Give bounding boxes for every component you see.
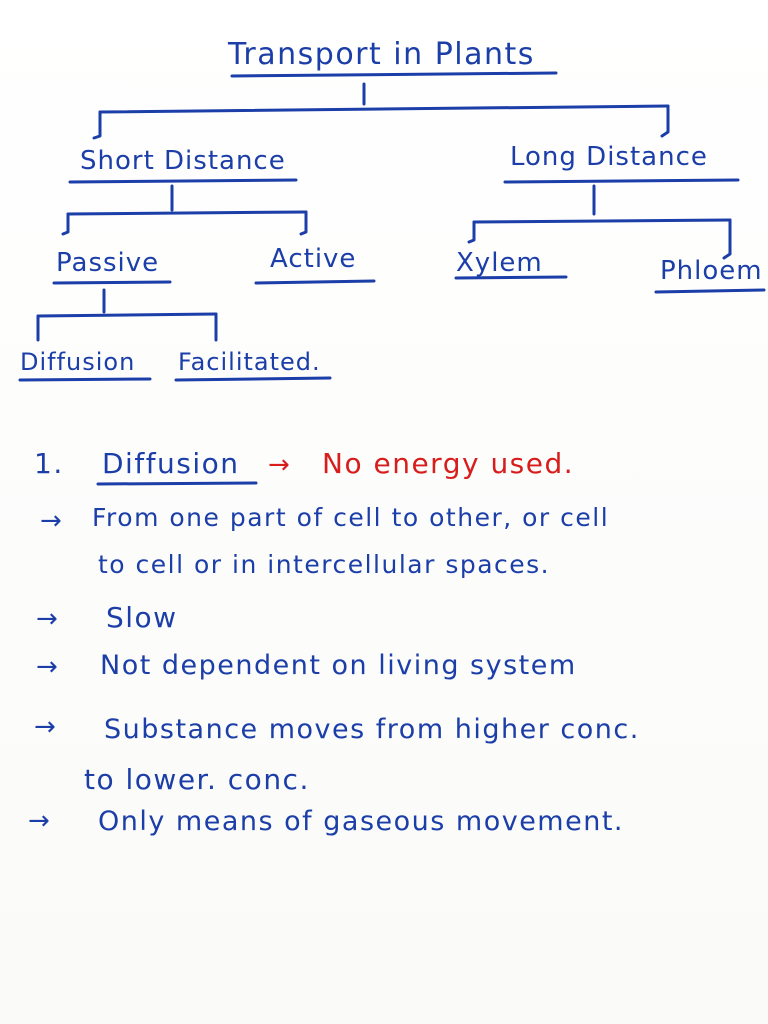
long-branch: [474, 220, 730, 222]
tree-node-xylem: Xylem: [456, 248, 543, 278]
heading-arrow: →: [268, 450, 291, 480]
bullet-5-arrow: →: [28, 806, 51, 836]
active-underline: [256, 281, 374, 283]
long-underline: [505, 180, 738, 182]
bullet-1-arrow: →: [40, 506, 63, 536]
phloem-underline: [656, 290, 764, 292]
title-underline: [232, 73, 556, 76]
tree-node-passive: Passive: [56, 248, 160, 278]
diffusion-underline: [20, 379, 150, 380]
bullet-3-arrow: →: [36, 652, 59, 682]
point-4-line-1: Substance moves from higher conc.: [104, 714, 640, 745]
point-2: Slow: [106, 601, 178, 634]
root-right-drop: [662, 106, 668, 136]
root-branch: [100, 106, 668, 112]
tree-node-facilitated: Facilitated.: [178, 348, 321, 376]
heading-detail: No energy used.: [322, 447, 575, 480]
point-5: Only means of gaseous movement.: [98, 806, 625, 837]
heading-title: Diffusion: [102, 447, 240, 480]
short-underline: [70, 180, 296, 182]
long-right-drop: [724, 220, 730, 258]
root-left-drop: [94, 112, 100, 138]
heading-underline: [98, 483, 256, 484]
tree-node-diffusion: Diffusion: [20, 348, 136, 376]
tree-node-phloem: Phloem: [660, 256, 763, 286]
passive-branch: [38, 314, 216, 316]
tree-node-long-distance: Long Distance: [510, 142, 708, 172]
short-branch: [68, 212, 306, 214]
point-1-line-1: From one part of cell to other, or cell: [92, 503, 610, 532]
bullet-2-arrow: →: [36, 604, 59, 634]
bullet-4-arrow: →: [34, 712, 57, 742]
point-4-line-2: to lower. conc.: [84, 763, 310, 796]
short-left-drop: [63, 214, 68, 234]
point-1-line-2: to cell or in intercellular spaces.: [98, 550, 551, 579]
facilitated-underline: [176, 378, 330, 380]
tree-root-title: Transport in Plants: [228, 37, 535, 72]
heading-number: 1.: [34, 447, 64, 480]
long-left-drop: [469, 222, 474, 242]
short-right-drop: [301, 212, 306, 234]
tree-node-short-distance: Short Distance: [80, 146, 286, 176]
tree-node-active: Active: [270, 244, 357, 274]
passive-underline: [54, 282, 170, 283]
point-3: Not dependent on living system: [100, 650, 577, 681]
